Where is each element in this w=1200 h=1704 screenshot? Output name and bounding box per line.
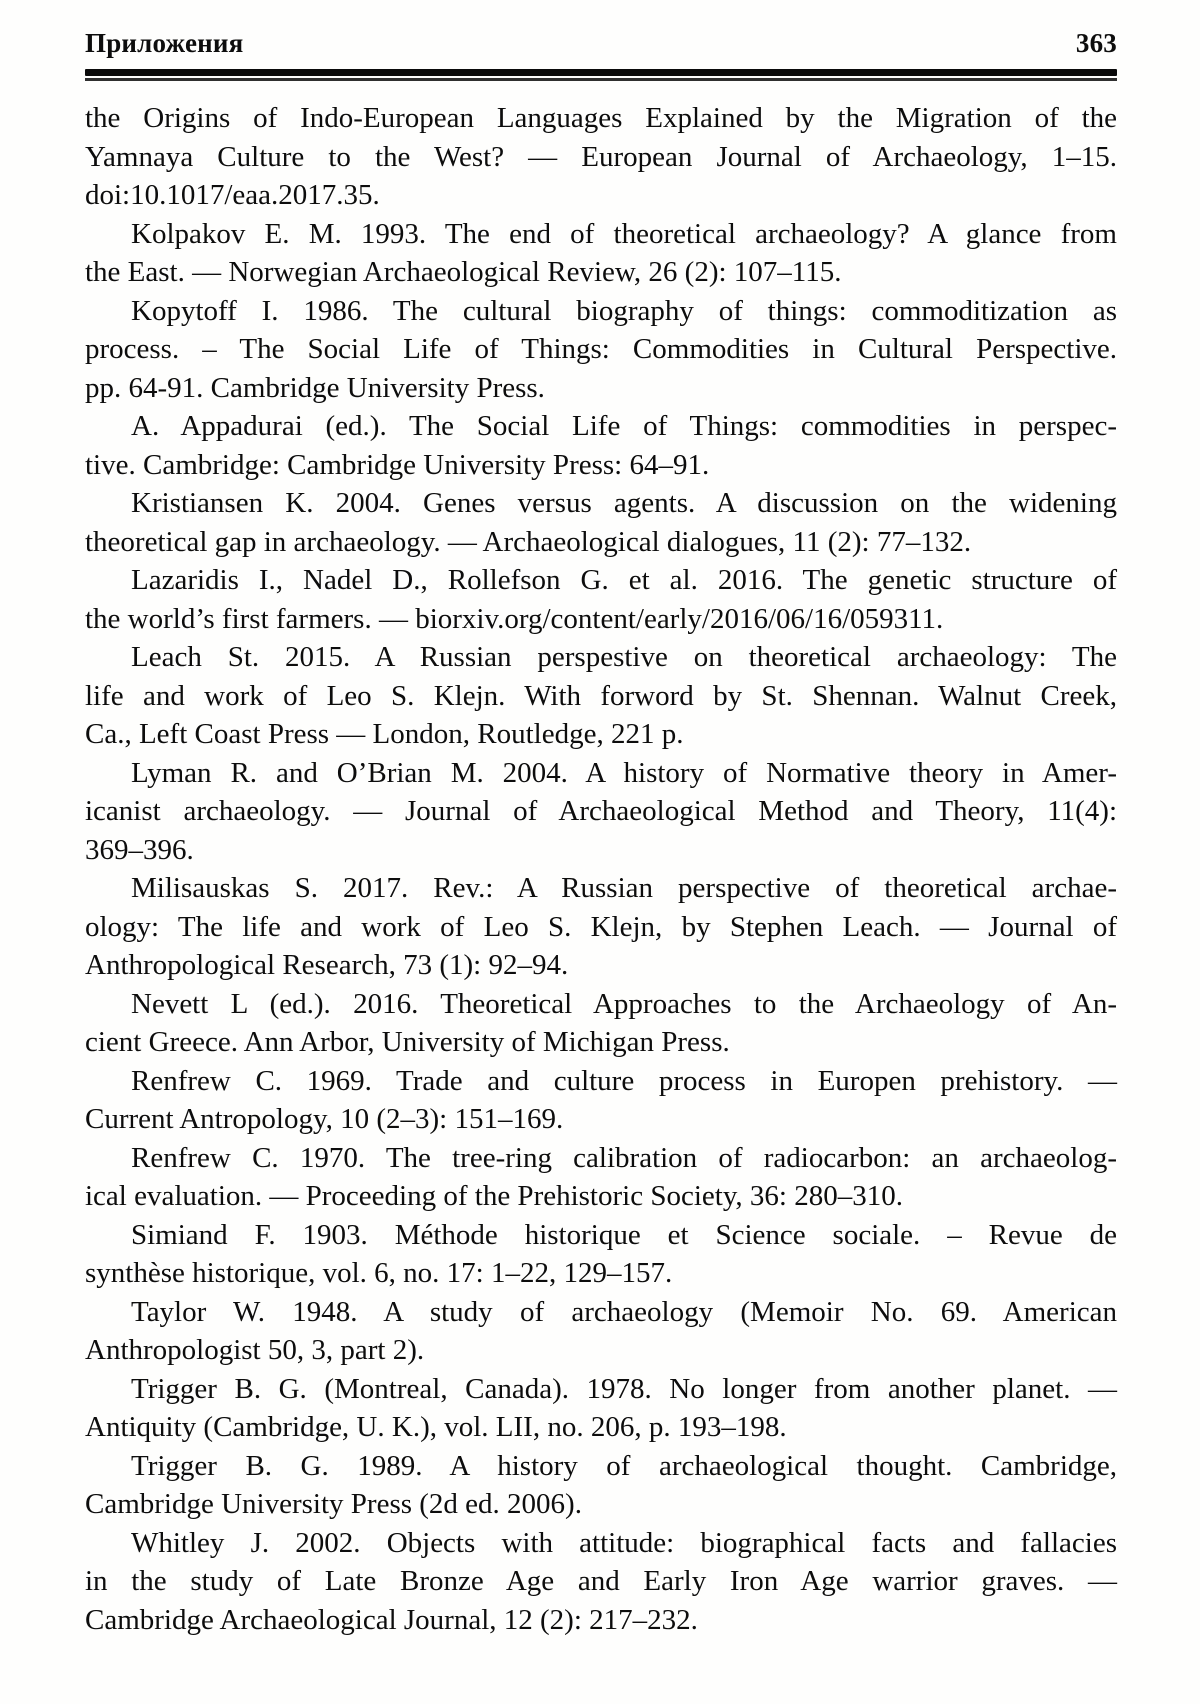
reference-line: 369–396.	[85, 833, 194, 866]
reference-line: icanist archaeology. — Journal of Archaeological Method and Theory, 11(4):	[85, 795, 1117, 827]
reference-line: Leach St. 2015. A Russian perspestive on theoretical archaeology: The	[131, 641, 1117, 673]
reference-line: A. Appadurai (ed.). The Social Life of Things: commodities in perspec-	[131, 410, 1117, 442]
header-rule-thin-line	[85, 78, 1117, 81]
reference-line: Nevett L (ed.). 2016. Theoretical Approaches to the Archaeology of An-	[131, 987, 1117, 1020]
reference-item	[85, 869, 1117, 985]
reference-line: the world’s first farmers. — biorxiv.org/content/early/2016/06/16/059311.	[85, 602, 944, 635]
reference-line: Trigger B. G. 1989. A history of archaeological thought. Cambridge,	[131, 1449, 1117, 1482]
header-rule	[85, 69, 1117, 81]
reference-item	[85, 1062, 1117, 1139]
reference-line: Simiand F. 1903. Méthode historique et Science sociale. – Revue de	[131, 1218, 1117, 1251]
reference-line: Whitley J. 2002. Objects with attitude: biographical facts and fallacies	[131, 1526, 1117, 1559]
reference-item	[85, 754, 1117, 870]
reference-line: synthèse historique, vol. 6, no. 17: 1–22, 129–157.	[85, 1257, 673, 1289]
reference-line: Kolpakov E. M. 1993. The end of theoretical archaeology? A glance from	[131, 217, 1117, 250]
reference-line: Kristiansen K. 2004. Genes versus agents. A discussion on the widening	[131, 487, 1117, 519]
reference-line: doi:10.1017/eaa.2017.35.	[85, 179, 380, 211]
reference-item	[85, 99, 1117, 215]
reference-item	[85, 985, 1117, 1062]
reference-line: the Origins of Indo-European Languages Explained by the Migration of the	[85, 102, 1117, 134]
reference-line: Milisauskas S. 2017. Rev.: A Russian perspective of theoretical archae-	[131, 872, 1117, 904]
reference-line: tive. Cambridge: Cambridge University Press: 64–91.	[85, 448, 710, 481]
page-header	[85, 28, 1117, 59]
reference-line: Taylor W. 1948. A study of archaeology (Memoir No. 69. American	[131, 1295, 1117, 1328]
reference-line: cient Greece. Ann Arbor, University of Michigan Press.	[85, 1026, 730, 1058]
reference-line: life and work of Leo S. Klejn. With forword by St. Shennan. Walnut Creek,	[85, 679, 1117, 712]
reference-line: Renfrew C. 1970. The tree-ring calibration of radiocarbon: an archaeolog-	[131, 1141, 1117, 1174]
reference-line: Anthropological Research, 73 (1): 92–94.	[85, 949, 569, 981]
reference-item	[85, 1139, 1117, 1216]
reference-line: Cambridge University Press (2d ed. 2006).	[85, 1488, 582, 1520]
reference-line: Current Antropology, 10 (2–3): 151–169.	[85, 1103, 564, 1135]
reference-line: ical evaluation. — Proceeding of the Prehistoric Society, 36: 280–310.	[85, 1180, 903, 1212]
reference-item	[85, 484, 1117, 561]
reference-item	[85, 215, 1117, 292]
reference-line: the East. — Norwegian Archaeological Review, 26 (2): 107–115.	[85, 256, 842, 288]
reference-line: pp. 64-91. Cambridge University Press.	[85, 371, 545, 404]
reference-line: Yamnaya Culture to the West? — European Journal of Archaeology, 1–15.	[85, 140, 1117, 173]
reference-line: theoretical gap in archaeology. — Archaeological dialogues, 11 (2): 77–132.	[85, 525, 972, 558]
reference-line: Lazaridis I., Nadel D., Rollefson G. et al. 2016. The genetic structure of	[131, 564, 1117, 596]
reference-item	[85, 561, 1117, 638]
bibliography-list	[85, 99, 1117, 1639]
running-title: Приложения	[85, 28, 244, 58]
reference-item	[85, 1216, 1117, 1293]
page-number: 363	[1075, 28, 1117, 58]
reference-item	[85, 1370, 1117, 1447]
reference-item	[85, 292, 1117, 408]
reference-line: in the study of Late Bronze Age and Early Iron Age warrior graves. —	[85, 1565, 1117, 1597]
reference-line: Lyman R. and O’Brian M. 2004. A history of Normative theory in Amer-	[131, 756, 1117, 789]
reference-item	[85, 1293, 1117, 1370]
reference-item	[85, 638, 1117, 754]
header-rule-thick-line	[85, 69, 1117, 76]
reference-item	[85, 407, 1117, 484]
reference-line: Trigger B. G. (Montreal, Canada). 1978. No longer from another planet. —	[131, 1372, 1117, 1405]
reference-line: Kopytoff I. 1986. The cultural biography of things: commoditization as	[131, 294, 1117, 327]
reference-line: Antiquity (Cambridge, U. K.), vol. LII, no. 206, p. 193–198.	[85, 1411, 787, 1443]
reference-line: Ca., Left Coast Press — London, Routledge, 221 p.	[85, 718, 684, 750]
reference-line: process. – The Social Life of Things: Commodities in Cultural Perspective.	[85, 333, 1117, 365]
reference-line: Cambridge Archaeological Journal, 12 (2): 217–232.	[85, 1603, 698, 1636]
reference-item	[85, 1447, 1117, 1524]
reference-item	[85, 1524, 1117, 1640]
reference-line: ology: The life and work of Leo S. Klejn, by Stephen Leach. — Journal of	[85, 910, 1117, 943]
reference-line: Anthropologist 50, 3, part 2).	[85, 1334, 425, 1366]
reference-line: Renfrew C. 1969. Trade and culture process in Europen prehistory. —	[131, 1064, 1117, 1097]
